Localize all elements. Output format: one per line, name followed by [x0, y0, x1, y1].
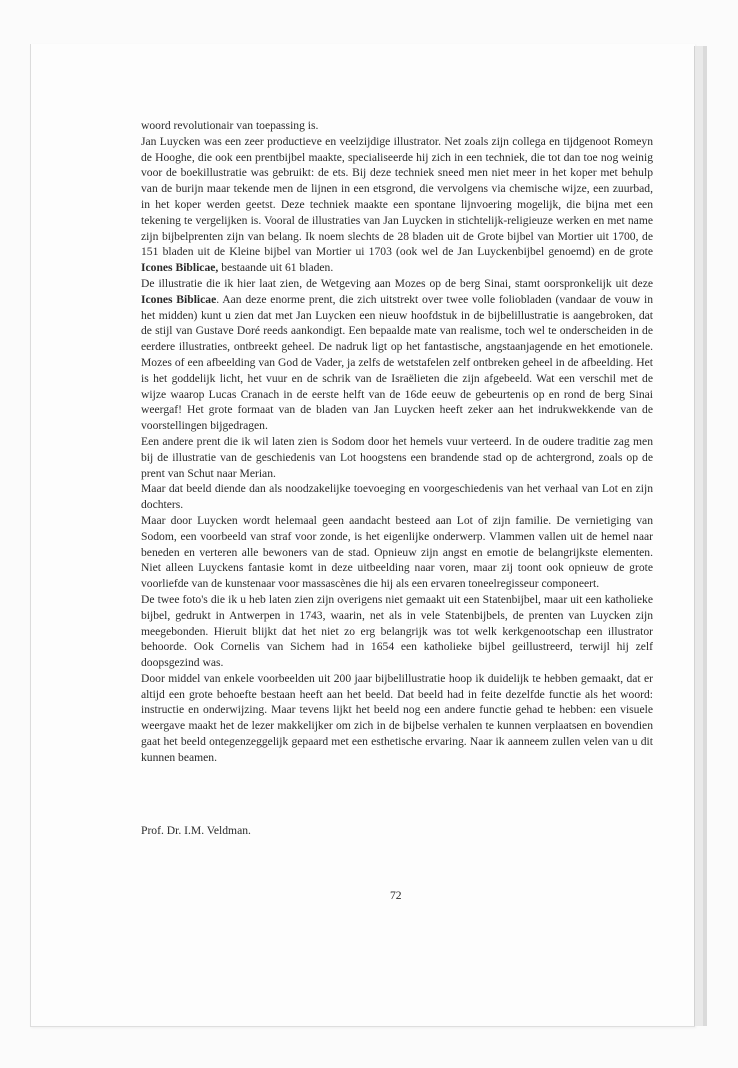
paragraph-text: De twee foto's die ik u heb laten zien zijn overigens niet gemaakt uit een Statenbijbel, maar uit een katholieke bijbel, gedrukt in Antwerpen in 1743, waarin, net als in vele Statenbijbels, de prenten van Luycken zijn meegebonden. Hieruit blijkt dat het niet zo erg belangrijk was tot welk kerkgenootschap een illustrator behoorde. Ook Cornelis van Sichem had in 1654 een katholieke bijbel geillustreerd, terwijl hij zelf doopsgezind was.: [141, 592, 653, 670]
paragraph-text: De illustratie die ik hier laat zien, de Wetgeving aan Mozes op de berg Sinai, stamt oorspronkelijk uit deze: [141, 276, 653, 290]
paragraph-text: Een andere prent die ik wil laten zien is Sodom door het hemels vuur verteerd. In de oudere traditie zag men bij de illustratie van de geschiedenis van Lot hoogstens een brandende stad op de achtergrond, zoals op de prent van Schut naar Merian.: [141, 434, 653, 480]
paragraph-text: bestaande uit 61 bladen.: [218, 261, 334, 275]
paragraph-text: Jan Luycken was een zeer productieve en veelzijdige illustrator. Net zoals zijn collega en tijdgenoot Romeyn de Hooghe, die ook een prentbijbel maakte, specialiseerde hij zich in een techniek, die tot dan toe nog weinig voor de boekillustratie was gebruikt: de ets. Bij deze techniek sneed men niet meer in het koper met behulp van de burijn maar tekende men de lijnen in een etsgrond, die vervolgens via chemische wijze, een zuurbad, in het koper werden geetst. Deze techniek maakte een spontane lijnvoering mogelijk, die bijna met een tekening te vergelijken is. Vooral de illustraties van Jan Luycken in stichtelijk-religieuze werken en met name zijn bijbelprenten zijn van belang. Ik noem slechts de 28 bladen uit de Grote bijbel van Mortier uit 1700, de 151 bladen uit de Kleine bijbel van Mortier ui 1703 (ook wel de Jan Luyckenbijbel genoemd) en de grote: [141, 134, 653, 259]
paragraph: [141, 434, 653, 481]
body-text: [141, 118, 653, 766]
paragraph-text: . Aan deze enorme prent, die zich uitstrekt over twee volle foliobladen (vandaar de vouw in het midden) kunt u zien dat met Jan Luycken een nieuw hoofdstuk in de bijbelillustratie is aangebroken, dat de stijl van Gustave Doré reeds aankondigt. Een bepaalde mate van realisme, toch wel te onderscheiden in de eerdere illustraties, ontbreekt geheel. De nadruk ligt op het fantastische, angstaanjagende en het emotionele. Mozes of een afbeelding van God de Vader, ja zelfs de wetstafelen zelf ontbreken geheel in de afbeelding. Het is het goddelijk licht, het vuur en de schrik van de Israëlieten die zijn afgebeeld. Wat een verschil met de wijze waarop Lucas Cranach in de eerste helft van de 16de eeuw de gebeurtenis op en rond de berg Sinai weergaf! Het grote formaat van de bladen van Jan Luycken heeft zeker aan het indrukwekkende van de voorstellingen bijgedragen.: [141, 292, 653, 433]
paragraph: [141, 118, 653, 134]
paragraph-text: Maar door Luycken wordt helemaal geen aandacht besteed aan Lot of zijn familie. De vernietiging van Sodom, een voorbeeld van straf voor zonde, is het eigenlijke onderwerp. Vlammen vallen uit de hemel naar beneden en verteren alle bewoners van de stad. Opnieuw zijn angst en emotie de belangrijkste elementen. Niet alleen Luyckens fantasie komt in deze uitbeelding naar voren, maar zij toont ook opnieuw de grote voorliefde van de kunstenaar voor massascènes die hij als een ervaren toneelregisseur componeert.: [141, 513, 653, 591]
paragraph-text: woord revolutionair van toepassing is.: [141, 119, 319, 132]
bold-title: Icones Biblicae: [141, 292, 217, 306]
paragraph-text: Door middel van enkele voorbeelden uit 200 jaar bijbelillustratie hoop ik duidelijk te hebben gemaakt, dat er altijd een grote behoefte bestaan heeft aan het beeld. Dat beeld had in feite dezelfde functie als het woord: instructie en onderwijzing. Maar tevens lijkt het beeld nog een andere functie gehad te hebben: een visuele weergave maakt het de lezer makkelijker om zich in de bijbelse verhalen te kunnen verplaatsen en bovendien gaat het beeld ontegenzeggelijk gepaard met een esthetische ervaring. Naar ik aanneem zullen velen van u dit kunnen beamen.: [141, 671, 653, 764]
paragraph: [141, 592, 653, 671]
paragraph-text: Maar dat beeld diende dan als noodzakelijke toevoeging en voorgeschiedenis van het verhaal van Lot en zijn dochters.: [141, 482, 653, 512]
paragraph: [141, 671, 653, 766]
page-stack-shadow: [703, 46, 707, 1026]
paragraph: [141, 134, 653, 276]
bold-title: Icones Biblicae,: [141, 261, 219, 275]
page-number: 72: [390, 889, 402, 902]
paragraph: [141, 276, 653, 434]
paragraph: [141, 513, 653, 592]
paragraph: [141, 481, 653, 513]
author-signature: Prof. Dr. I.M. Veldman.: [141, 824, 251, 837]
